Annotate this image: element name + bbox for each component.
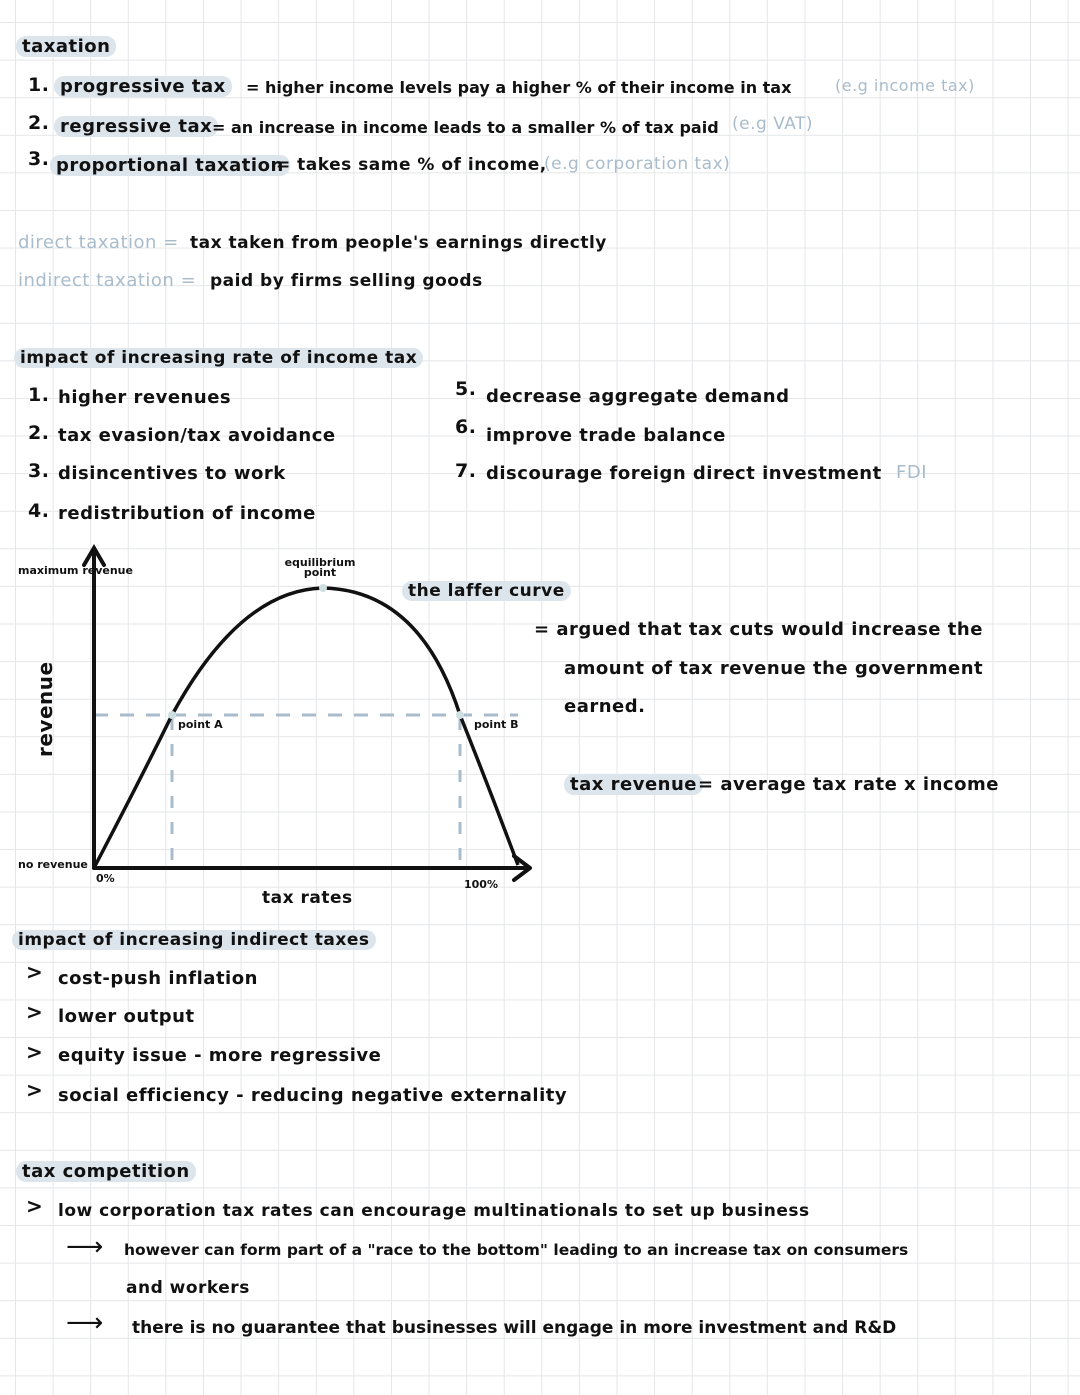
arrow-icon: ⟶ bbox=[66, 1308, 104, 1338]
x-start-label: 0% bbox=[96, 872, 115, 885]
x-axis-label: tax rates bbox=[262, 888, 353, 908]
list-number: 2. bbox=[28, 112, 50, 134]
example: (e.g VAT) bbox=[732, 114, 814, 134]
example: (e.g income tax) bbox=[835, 76, 975, 95]
laffer-curve bbox=[95, 588, 518, 866]
laffer-text-line: amount of tax revenue the government bbox=[564, 658, 984, 679]
list-item: lower output bbox=[58, 1006, 195, 1027]
term-regressive-tax: regressive tax bbox=[54, 116, 218, 137]
point-a-marker bbox=[168, 711, 176, 719]
list-item: redistribution of income bbox=[58, 503, 316, 524]
y-axis bbox=[84, 548, 104, 868]
list-item: discourage foreign direct investment bbox=[486, 463, 882, 484]
list-item: disincentives to work bbox=[58, 463, 286, 484]
x-end-label: 100% bbox=[464, 878, 498, 891]
bullet: > bbox=[26, 1078, 44, 1102]
bullet: > bbox=[26, 1194, 44, 1218]
list-number: 1. bbox=[28, 384, 50, 406]
definition: = an increase in income leads to a smaller % of tax paid bbox=[212, 118, 719, 137]
y-top-label: maximum revenue bbox=[18, 564, 133, 577]
definition: tax taken from people's earnings directly bbox=[190, 233, 607, 253]
arrow-icon: ⟶ bbox=[66, 1232, 104, 1262]
list-number: 5. bbox=[455, 378, 477, 400]
definition: = higher income levels pay a higher % of their income in tax bbox=[246, 78, 792, 97]
section-heading-taxation: taxation bbox=[16, 36, 116, 57]
list-item: equity issue - more regressive bbox=[58, 1045, 382, 1066]
bullet: > bbox=[26, 1000, 44, 1024]
laffer-curve-title: the laffer curve bbox=[402, 581, 571, 601]
point-b-marker bbox=[456, 711, 464, 719]
term-proportional-taxation: proportional taxation bbox=[50, 155, 290, 176]
section-heading-tax-competition: tax competition bbox=[16, 1161, 196, 1182]
laffer-text-line: = argued that tax cuts would increase the bbox=[534, 619, 983, 640]
section-heading-income-tax: impact of increasing rate of income tax bbox=[14, 348, 423, 368]
bullet: > bbox=[26, 960, 44, 984]
list-item: low corporation tax rates can encourage multinationals to set up business bbox=[58, 1201, 810, 1221]
definition: = takes same % of income, bbox=[276, 155, 547, 175]
term-direct-taxation: direct taxation = bbox=[18, 232, 179, 253]
formula: = average tax rate x income bbox=[698, 774, 999, 795]
equilibrium-label: equilibrium point bbox=[284, 556, 356, 579]
fdi-label: FDI bbox=[896, 462, 928, 483]
example: (e.g corporation tax) bbox=[544, 154, 731, 174]
term-progressive-tax: progressive tax bbox=[54, 76, 232, 97]
section-heading-indirect-taxes: impact of increasing indirect taxes bbox=[12, 930, 376, 950]
y-bottom-label: no revenue bbox=[18, 858, 88, 871]
sub-item: there is no guarantee that businesses will engage in more investment and R&D bbox=[132, 1318, 897, 1338]
list-number: 6. bbox=[455, 416, 477, 438]
x-axis bbox=[94, 856, 530, 880]
list-item: higher revenues bbox=[58, 387, 232, 408]
equilibrium-point-marker bbox=[319, 584, 327, 592]
bullet: > bbox=[26, 1040, 44, 1064]
list-item: decrease aggregate demand bbox=[486, 386, 790, 407]
list-item: tax evasion/tax avoidance bbox=[58, 425, 336, 446]
y-axis-label: revenue bbox=[33, 661, 57, 757]
list-item: social efficiency - reducing negative externality bbox=[58, 1085, 568, 1106]
list-number: 3. bbox=[28, 460, 50, 482]
list-item: improve trade balance bbox=[486, 425, 726, 446]
list-number: 4. bbox=[28, 500, 50, 522]
list-item: cost-push inflation bbox=[58, 968, 258, 989]
sub-item: and workers bbox=[126, 1278, 250, 1298]
term-indirect-taxation: indirect taxation = bbox=[18, 270, 197, 291]
point-b-label: point B bbox=[474, 718, 519, 731]
list-number: 2. bbox=[28, 422, 50, 444]
definition: paid by firms selling goods bbox=[210, 271, 483, 291]
list-number: 3. bbox=[28, 148, 50, 170]
point-a-label: point A bbox=[178, 718, 223, 731]
laffer-text-line: earned. bbox=[564, 696, 646, 717]
sub-item: however can form part of a "race to the bottom" leading to an increase tax on consumers bbox=[124, 1241, 909, 1259]
list-number: 7. bbox=[455, 460, 477, 482]
formula-term: tax revenue bbox=[564, 774, 703, 795]
list-number: 1. bbox=[28, 74, 50, 96]
